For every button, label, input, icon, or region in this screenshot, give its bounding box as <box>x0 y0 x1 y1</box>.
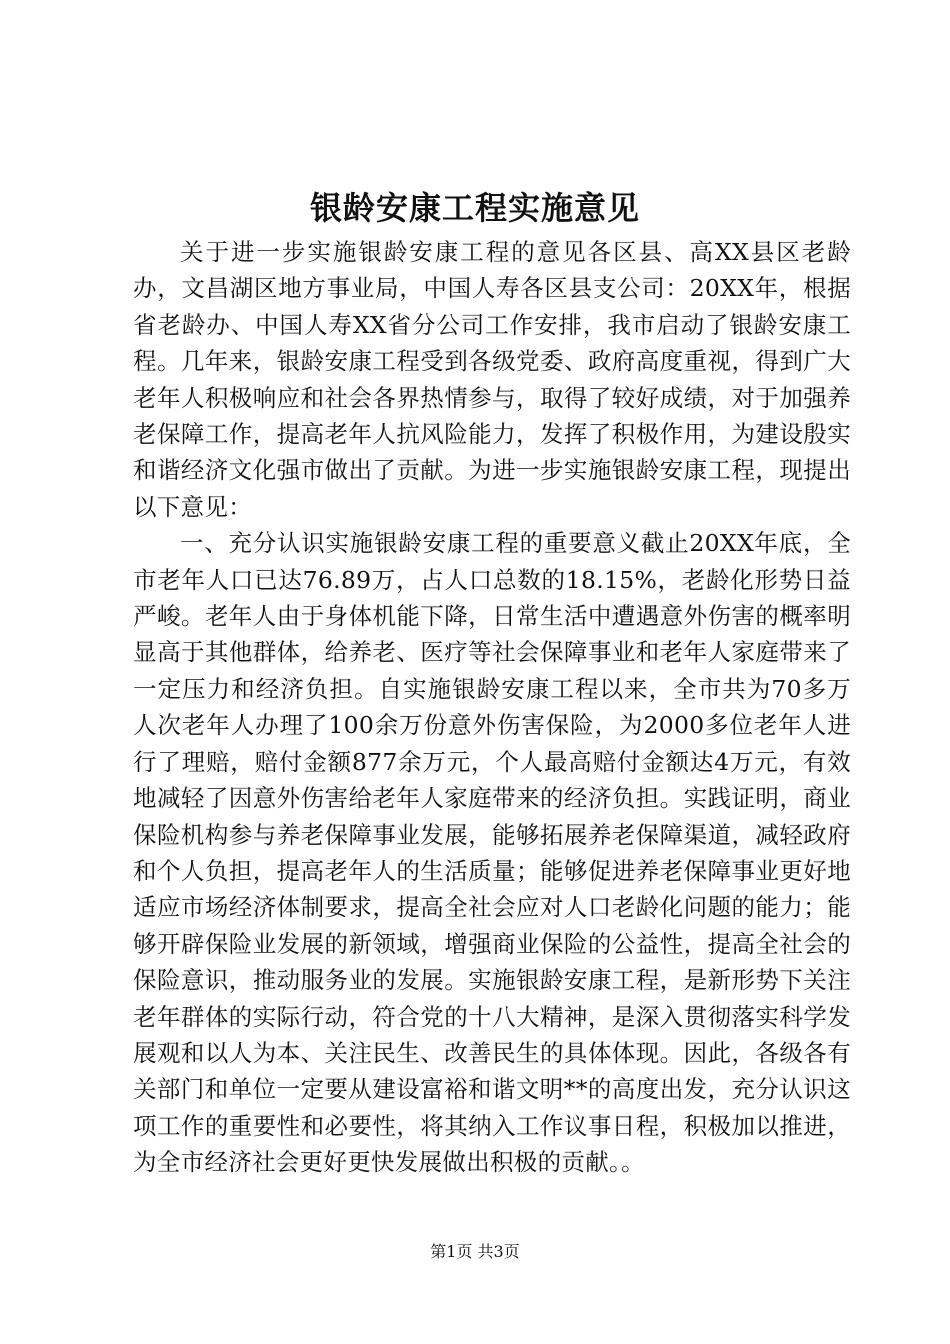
document-title: 银龄安康工程实施意见 <box>309 189 640 227</box>
paragraph-intro: 关于进一步实施银龄安康工程的意见各区县、高XX县区老龄办，文昌湖区地方事业局，中国人寿各区县支公司：20XX年，根据省老龄办、中国人寿XX省分公司工作安排，我市启动了银龄安康工程。几年来，银龄安康工程受到各级党委、政府高度重视，得到广大老年人积极响应和社会各界热情参与，取得了较好成绩，对于加强养老保障工作，提高老年人抗风险能力，发挥了积极作用，为建设殷实和谐经济文化强市做出了贡献。为进一步实施银龄安康工程，现提出以下意见： <box>133 238 851 521</box>
paragraph-section-2-heading <box>133 1181 851 1182</box>
page-footer: 第1页 共3页 <box>430 1242 520 1261</box>
paragraph-section-1: 一、充分认识实施银龄安康工程的重要意义截止20XX年底，全市老年人口已达76.89万，占人口总数的18.15%，老龄化形势日益严峻。老年人由于身体机能下降，日常生活中遭遇意外伤害的概率明显高于其他群体，给养老、医疗等社会保障事业和老年人家庭带来了一定压力和经济负担。自实施银龄安康工程以来，全市共为70多万人次老年人办理了100余万份意外伤害保险，为2000多位老年人进行了理赔，赔付金额877余万元，个人最高赔付金额达4万元，有效地减轻了因意外伤害给老年人家庭带来的经济负担。实践证明，商业保险机构参与养老保障事业发展，能够拓展养老保障渠道，减轻政府和个人负担，提高老年人的生活质量；能够促进养老保障事业更好地适应市场经济体制要求，提高全社会应对人口老龄化问题的能力；能够开辟保险业发展的新领域，增强商业保险的公益性，提高全社会的保险意识，推动服务业的发展。实施银龄安康工程，是新形势下关注老年群体的实际行动，符合党的十八大精神，是深入贯彻落实科学发展观和以人为本、关注民生、改善民生的具体体现。因此，各级各有关部门和单位一定要从建设富裕和谐文明**的高度出发，充分认识这项工作的重要性和必要性，将其纳入工作议事日程，积极加以推进，为全市经济社会更好更快发展做出积极的贡献。。 <box>133 529 851 1177</box>
document-body <box>133 234 851 1182</box>
